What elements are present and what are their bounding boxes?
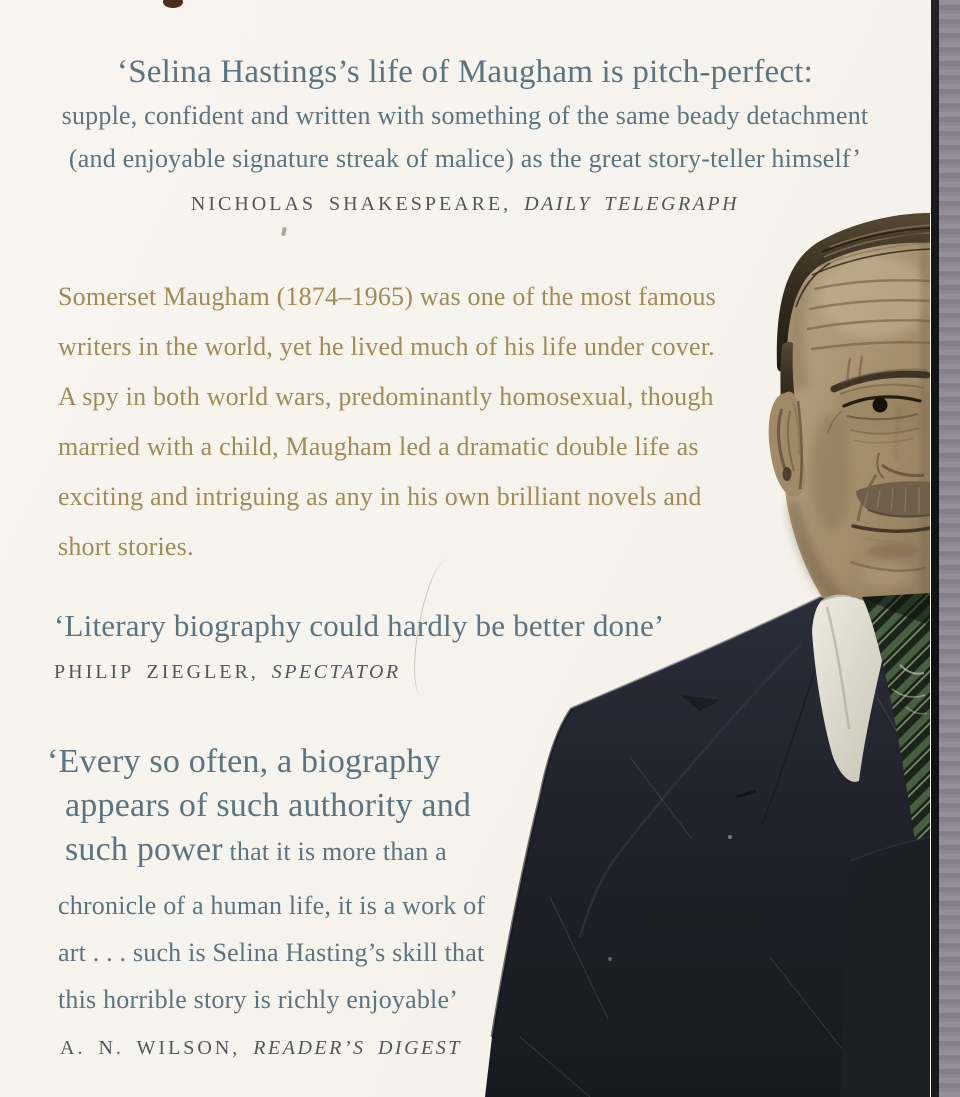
quote-line: supple, confident and written with something of the same beady detachment xyxy=(61,101,869,130)
synopsis-line: married with a child, Maugham led a dramatic double life as xyxy=(58,432,699,461)
reviewer-name: PHILIP ZIEGLER, xyxy=(54,661,259,683)
ear xyxy=(769,392,806,497)
synopsis-line: short stories. xyxy=(58,532,194,561)
quote-line: ‘Literary biography could hardly be better done’ xyxy=(54,608,665,643)
reviewer-name: NICHOLAS SHAKESPEARE, xyxy=(190,193,512,215)
synopsis-line: exciting and intriguing as any in his own brilliant novels and xyxy=(58,482,702,511)
book-edge-shadow xyxy=(931,0,939,1097)
review-quote-readers-digest xyxy=(47,740,485,1060)
review-quote-telegraph xyxy=(15,50,915,216)
synopsis-line: Somerset Maugham (1874–1965) was one of the most famous xyxy=(58,282,717,311)
maugham-portrait-photo xyxy=(430,197,930,1097)
quote-line: ‘Selina Hastings’s life of Maugham is pitch-perfect: xyxy=(117,54,813,90)
quote-line: this horrible story is richly enjoyable’ xyxy=(58,985,459,1014)
reviewer-name: A. N. WILSON, xyxy=(60,1037,241,1059)
publication-name: DAILY TELEGRAPH xyxy=(524,193,740,215)
publication-name: READER’S DIGEST xyxy=(253,1037,462,1059)
quote-line: ‘Every so often, a biography xyxy=(47,743,441,780)
quote-line: such power that it is more than a xyxy=(65,831,447,868)
synopsis-line: writers in the world, yet he lived much of his life under cover. xyxy=(58,332,715,361)
quote-line: (and enjoyable signature streak of malice) as the great story-teller himself’ xyxy=(68,144,862,173)
scanner-background-strip xyxy=(939,0,960,1097)
print-smudge-artifact xyxy=(281,227,287,237)
suit-lapel-overlap xyxy=(840,837,930,1097)
synopsis-line: A spy in both world wars, predominantly homosexual, though xyxy=(58,382,714,411)
ink-spot-artifact xyxy=(163,0,183,8)
quote-line: appears of such authority and xyxy=(65,787,472,824)
attribution xyxy=(47,1037,485,1060)
quote-line: art . . . such is Selina Hasting’s skill that xyxy=(58,938,485,967)
publication-name: SPECTATOR xyxy=(271,661,401,683)
quote-line: chronicle of a human life, it is a work of xyxy=(58,891,486,920)
